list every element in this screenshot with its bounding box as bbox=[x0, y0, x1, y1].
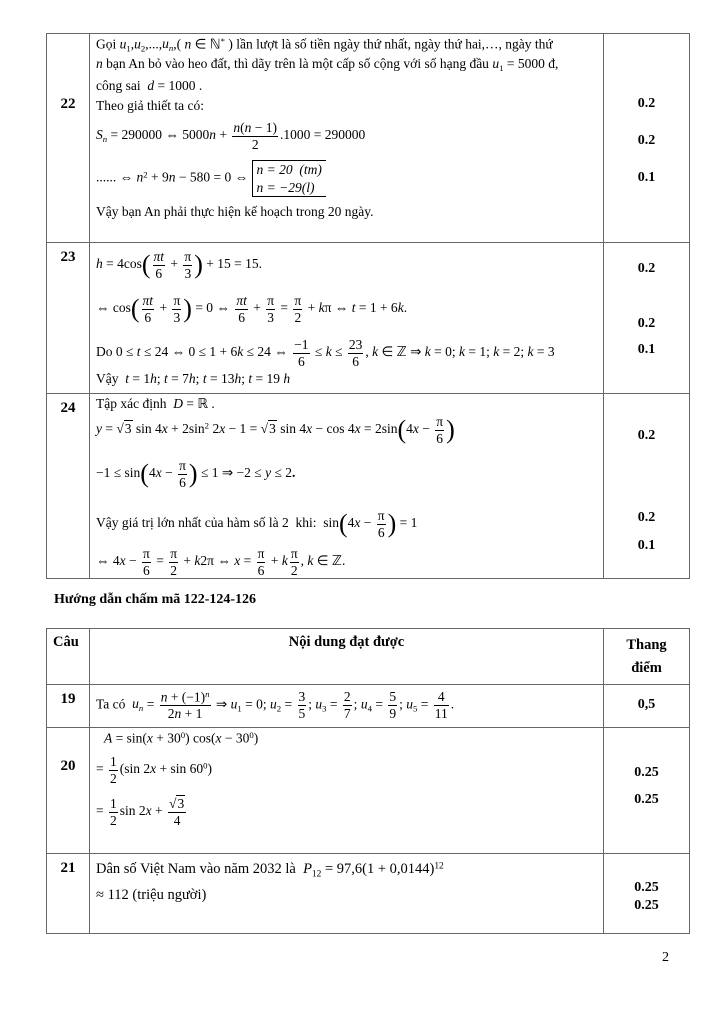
text: lần lượt là số tiền ngày thứ nhất, ngày thứ hai,…, ngày thứ bbox=[236, 36, 553, 52]
question-row-24 bbox=[47, 394, 690, 579]
question-row-23 bbox=[47, 243, 690, 394]
question-number: 21 bbox=[47, 854, 90, 934]
score-cell: 0.2 0.2 0.1 bbox=[604, 243, 690, 394]
score-cell: 0.2 0.2 0.1 bbox=[604, 34, 690, 243]
page-number: 2 bbox=[662, 950, 669, 965]
score-cell: 0.25 0.25 bbox=[604, 728, 690, 854]
text: 2 bbox=[281, 515, 289, 531]
header-cau: Câu bbox=[47, 629, 90, 685]
question-content: Dân số Việt Nam vào năm 2032 là $P_{12} = 97,6(1 + 0,0144)^{12}$ ≈ 112 (triệu người) bbox=[90, 854, 604, 934]
score-cell: 0.25 0.25 bbox=[604, 854, 690, 934]
text: Tập xác định bbox=[96, 396, 167, 411]
question-content: Gọi $u_1,u_2,...,u_n$,( n ∈ ℕ* ) lần lượt là số tiền ngày thứ nhất, ngày thứ hai,…, ngày thứ n bạn An bỏ vào heo đất, thì dãy trên là một cấp số cộng với số hạng đầu $u_1 = 5000$ đ, công sai d = 1000 . Theo giả thiết ta có: $S_n = 290000$ ⇔ 5000n + $\frac{n(n - 1)}{2}$ .1000 = 290000 ...... ⇔ $n^2 + 9n - 580 = 0$ ⇔ n = 20 (tm) n = −29(l) Vậy bạn An phải thực hiện kế hoạch trong 20 ngày. bbox=[90, 34, 604, 243]
section-heading: Hướng dẫn chấm mã 122-124-126 bbox=[54, 592, 257, 607]
text: Dân số Việt Nam vào năm 2032 là bbox=[96, 861, 296, 877]
question-number: 19 bbox=[47, 685, 90, 728]
text: Vậy bbox=[96, 371, 119, 386]
text: Do bbox=[96, 344, 113, 360]
question-number: 22 bbox=[47, 34, 90, 243]
grading-table-2 bbox=[46, 628, 690, 934]
score-cell: 0,5 bbox=[604, 685, 690, 728]
question-number: 20 bbox=[47, 728, 90, 854]
text: (triệu người) bbox=[132, 887, 207, 903]
question-content: $A = \sin(x + 30^0)$ $\cos(x - 30^0)$ = $\frac{1}{2}$ (sin $2x + \sin 60^0$) = $\frac{1}{2}$ sin 2x + $\frac{√3}{4}$ bbox=[90, 728, 604, 854]
question-row-19 bbox=[47, 685, 690, 728]
score-cell: 0.2 0.2 0.1 bbox=[604, 394, 690, 579]
text: bạn An bỏ vào heo đất, thì dãy trên là một cấp số cộng với số hạng đầu bbox=[106, 56, 489, 71]
question-row-21 bbox=[47, 854, 690, 934]
question-content: Tập xác định D = ℝ . y = √3 $\sin 4x + 2\sin^2$ 2x − 1 = √3 sin 4x − cos 4x = 2sin(4x − $\frac{\pi}{6}$ ) −1 ≤ sin(4x − $\frac{\pi}{6}$ ) ≤ 1 ⇒ −2 ≤ y ≤ 2. Vậy giá trị lớn nhất của hàm số là 2 khi: sin(4x − $\frac{\pi}{6}$ ) = 1 ⇔ 4x − $\frac{\pi}{6}$ = $\frac{\pi}{2}$ + k2π ⇔ x = $\frac{\pi}{6}$ + k $\frac{\pi}{2}$ , k ∈ ℤ. bbox=[90, 394, 604, 579]
text: Vậy bạn An phải thực hiện kế hoạch trong 20 ngày. bbox=[96, 204, 374, 219]
grading-table-1 bbox=[46, 33, 690, 579]
text: Ta có bbox=[96, 696, 126, 712]
question-row-20 bbox=[47, 728, 690, 854]
question-content: Ta có $u_n$ = $\frac{n + (-1)^n}{2n + 1}$ ⇒ $u_1 = 0$; $u_2$ = $\frac{3}{5}$ ; $u_3$ = $\frac{2}{7}$ ; $u_4$ = $\frac{5}{9}$ ; $u_5$ = $\frac{4}{11}$ . bbox=[90, 685, 604, 728]
text: Theo giả thiết ta có: bbox=[96, 98, 204, 113]
question-number: 23 bbox=[47, 243, 90, 394]
text: Vậy giá trị lớn nhất của hàm số là bbox=[96, 515, 279, 531]
question-number: 24 bbox=[47, 394, 90, 579]
question-row-22 bbox=[47, 34, 690, 243]
header-content: Nội dung đạt được bbox=[90, 629, 604, 685]
header-score: Thang điểm bbox=[604, 629, 690, 685]
text: khi: bbox=[295, 515, 317, 531]
text: công sai bbox=[96, 78, 141, 93]
header-row bbox=[47, 629, 690, 685]
question-content: h = 4cos( $\frac{\pi t}{6}$ + $\frac{\pi}{3}$ ) + 15 = 15. ⇔ cos( $\frac{\pi t}{6}$ + $\frac{\pi}{3}$ ) = 0 ⇔ $\frac{\pi t}{6}$ + $\frac{\pi}{3}$ = $\frac{\pi}{2}$ + kπ ⇔ t = 1 + 6k. Do 0 ≤ t ≤ 24 ⇔ 0 ≤ 1 + 6k ≤ 24 ⇔ $\frac{-1}{6}$ ≤ k ≤ $\frac{23}{6}$ , k ∈ ℤ ⇒ k = 0; k = 1; k = 2; k = 3 Vậy t = 1h; t = 7h; t = 13h; t = 19 h bbox=[90, 243, 604, 394]
